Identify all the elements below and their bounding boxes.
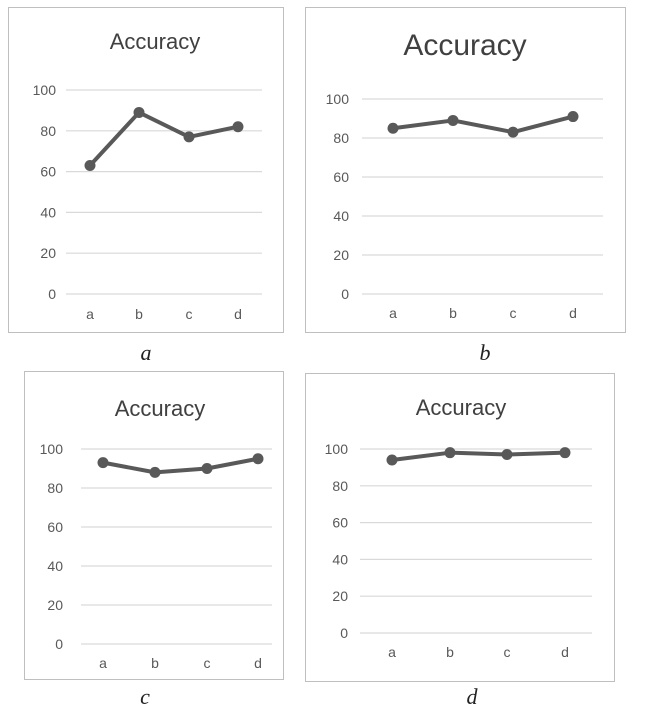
- x-tick-label: a: [388, 644, 396, 660]
- x-tick-label: d: [234, 306, 242, 322]
- y-tick-label: 0: [55, 636, 63, 652]
- chart-title: Accuracy: [403, 29, 527, 62]
- x-tick-label: b: [135, 306, 143, 322]
- x-tick-label: b: [151, 655, 159, 671]
- data-point: [150, 467, 161, 478]
- x-tick-label: a: [86, 306, 94, 322]
- chart-panel-d: [305, 373, 615, 682]
- chart-svg-b: [306, 8, 627, 334]
- y-tick-label: 20: [40, 245, 56, 262]
- x-tick-label: a: [99, 655, 107, 671]
- data-point: [508, 127, 519, 138]
- caption-b: b: [479, 340, 491, 365]
- caption-c: c: [140, 684, 150, 709]
- caption-d: d: [466, 684, 478, 709]
- chart-title: Accuracy: [114, 396, 206, 421]
- chart-svg-c: [25, 372, 285, 681]
- y-tick-label: 80: [333, 130, 349, 146]
- y-tick-label: 40: [40, 204, 56, 221]
- data-point: [134, 107, 145, 118]
- chart-title: Accuracy: [109, 29, 201, 54]
- data-point: [502, 449, 513, 460]
- series-line: [392, 453, 565, 460]
- y-tick-label: 100: [324, 441, 348, 457]
- y-tick-label: 20: [332, 588, 348, 605]
- y-tick-label: 20: [47, 597, 63, 613]
- y-tick-label: 100: [32, 82, 56, 98]
- x-tick-label: b: [446, 644, 454, 660]
- chart-svg-a: [9, 8, 285, 334]
- y-tick-label: 60: [332, 514, 348, 531]
- y-tick-label: 80: [40, 122, 56, 139]
- x-tick-label: d: [254, 655, 262, 671]
- x-tick-label: c: [185, 306, 193, 322]
- data-point: [387, 455, 398, 466]
- chart-panel-b: [305, 7, 626, 333]
- data-point: [233, 121, 244, 132]
- x-tick-label: d: [561, 644, 569, 660]
- data-point: [184, 131, 195, 142]
- data-point: [560, 447, 571, 458]
- data-point: [568, 111, 579, 122]
- y-tick-label: 20: [333, 247, 349, 263]
- y-tick-label: 0: [48, 286, 56, 302]
- y-tick-label: 60: [333, 169, 349, 185]
- x-tick-label: c: [503, 644, 511, 660]
- y-tick-label: 40: [47, 558, 63, 574]
- y-tick-label: 0: [341, 286, 349, 302]
- chart-panel-c: [24, 371, 284, 680]
- data-point: [388, 123, 399, 134]
- y-tick-label: 80: [47, 480, 63, 496]
- y-tick-label: 60: [40, 163, 56, 180]
- data-point: [202, 463, 213, 474]
- data-point: [85, 160, 96, 171]
- x-tick-label: d: [569, 305, 577, 321]
- caption-a: a: [140, 340, 152, 365]
- y-tick-label: 100: [325, 91, 349, 107]
- y-tick-label: 40: [333, 208, 349, 224]
- y-tick-label: 40: [332, 551, 348, 568]
- chart-panel-a: [8, 7, 284, 333]
- data-point: [445, 447, 456, 458]
- y-tick-label: 80: [332, 477, 348, 494]
- series-line: [393, 117, 573, 133]
- x-tick-label: c: [203, 655, 211, 671]
- y-tick-label: 100: [39, 441, 63, 457]
- series-line: [103, 459, 258, 473]
- chart-svg-d: [306, 374, 616, 683]
- data-point: [98, 457, 109, 468]
- chart-title: Accuracy: [415, 395, 507, 420]
- x-tick-label: c: [509, 305, 517, 321]
- x-tick-label: a: [389, 305, 397, 321]
- data-point: [448, 115, 459, 126]
- x-tick-label: b: [449, 305, 457, 321]
- y-tick-label: 60: [47, 519, 63, 535]
- data-point: [253, 453, 264, 464]
- series-line: [90, 112, 238, 165]
- y-tick-label: 0: [340, 625, 348, 641]
